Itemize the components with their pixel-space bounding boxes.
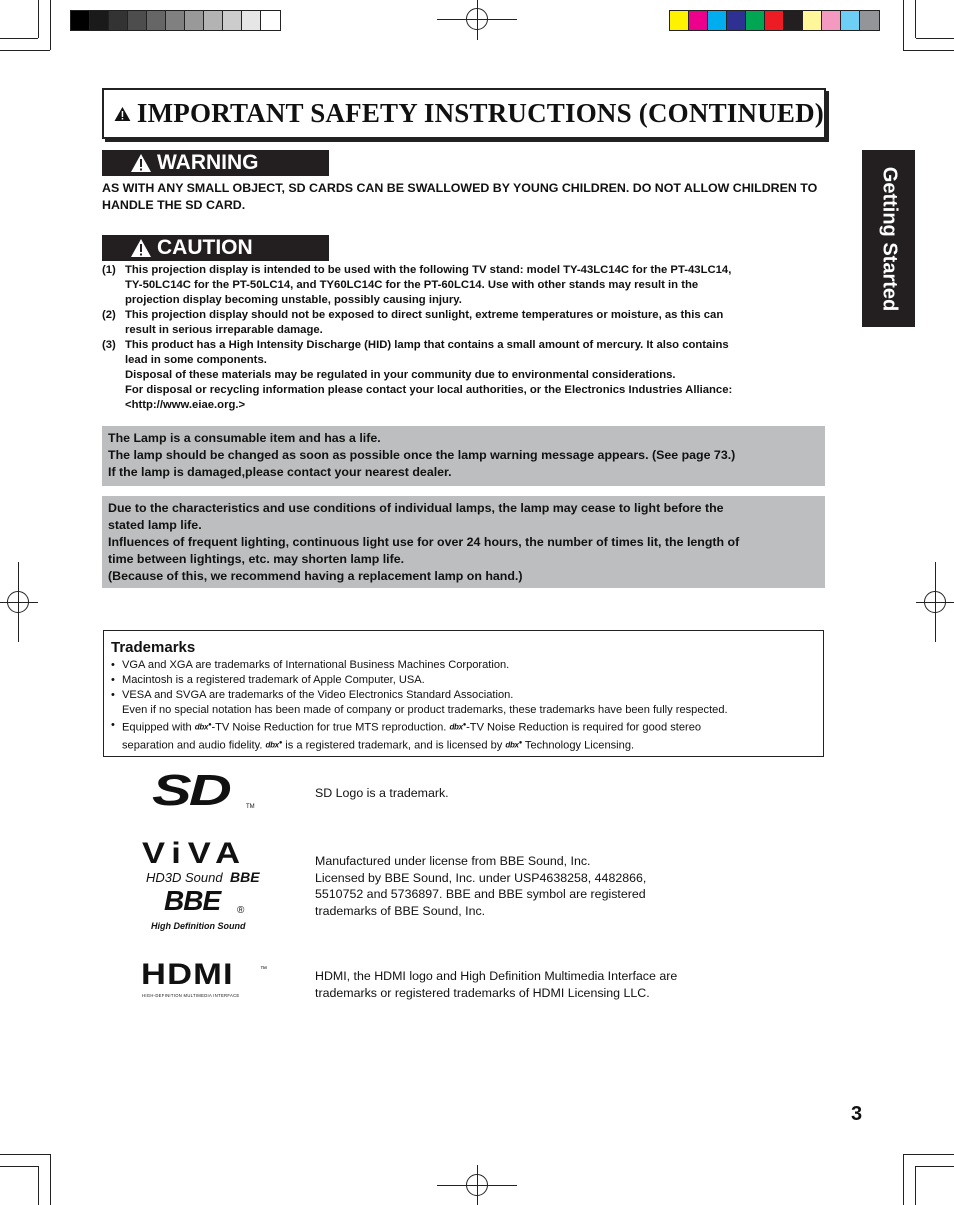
calibration-swatch — [261, 11, 280, 30]
caution-label: CAUTION — [157, 236, 253, 259]
warning-triangle-icon — [130, 238, 152, 258]
sd-logo: SD TM — [152, 766, 255, 815]
calibration-swatch — [841, 11, 860, 30]
calibration-swatch — [204, 11, 223, 30]
warning-label: WARNING — [157, 151, 259, 174]
calibration-swatch — [128, 11, 147, 30]
caution-item: (3) This product has a High Intensity Discharge (HID) lamp that contains a small amount of mercury. It also contains lead in some components. Disposal of these materials may be regulated in your community due to environmental considerations. For disposal or recycling information please contact your local authorities, or the Electronics Industries Alliance: <http://www.eiae.org.> — [102, 339, 733, 411]
calibration-swatch — [670, 11, 689, 30]
calibration-swatch — [109, 11, 128, 30]
sd-caption: SD Logo is a trademark. — [315, 786, 449, 800]
page-title: IMPORTANT SAFETY INSTRUCTIONS (CONTINUED) — [136, 98, 824, 128]
section-tab-label: Getting Started — [878, 166, 900, 311]
calibration-swatch — [185, 11, 204, 30]
dbx-logo: dbx● — [265, 739, 283, 750]
page-number: 3 — [851, 1103, 863, 1125]
trademarks-title: Trademarks — [111, 639, 196, 656]
calibration-swatch — [822, 11, 841, 30]
calibration-swatch — [689, 11, 708, 30]
calibration-swatch — [708, 11, 727, 30]
calibration-swatch — [90, 11, 109, 30]
color-calibration-bar — [669, 10, 880, 31]
calibration-swatch — [166, 11, 185, 30]
viva-caption: Manufactured under license from BBE Sound, Inc. Licensed by BBE Sound, Inc. under USP4638258, 4482866, 5510752 and 5736897. BBE and BBE symbol are registered trademarks of BBE Sound, Inc. — [315, 854, 647, 918]
warning-banner — [102, 150, 329, 176]
hdmi-logo: HDMI ™ HIGH-DEFINITION MULTIMEDIA INTERFACE — [141, 958, 267, 998]
list-item: • Equipped with dbx●-TV Noise Reduction for true MTS reproduction. dbx●-TV Noise Reduction is required for good stereo separation and audio fidelity. dbx● is a registered trademark, and is licensed by dbx● Technology Licensing. — [111, 719, 702, 752]
section-tab — [862, 150, 915, 327]
list-item: • VESA and SVGA are trademarks of the Video Electronics Standard Association. Even if no special notation has been made of company or product trademarks, these trademarks have been fully respected. — [111, 689, 728, 716]
calibration-swatch — [147, 11, 166, 30]
list-item: • VGA and XGA are trademarks of International Business Machines Corporation. — [111, 659, 510, 671]
calibration-swatch — [803, 11, 822, 30]
warning-triangle-icon — [114, 99, 131, 129]
trademarks-box — [103, 630, 824, 757]
caution-item: (1) This projection display is intended to be used with the following TV stand: model TY-43LC14C for the PT-43LC14, TY-50LC14C for the PT-50LC14, and TY60LC14C for the PT-60LC14. Use with other stands may result in the projection display becoming unstable, possibly causing injury. — [102, 264, 732, 306]
calibration-swatch — [223, 11, 242, 30]
list-item: • Macintosh is a registered trademark of Apple Computer, USA. — [111, 674, 425, 686]
calibration-swatch — [71, 11, 90, 30]
lamp-life-notice-box: Due to the characteristics and use conditions of individual lamps, the lamp may cease to light before the stated lamp life. Influences of frequent lighting, continuous light use for over 24 hours, the number of times lit, the length of time between lightings, etc. may shorten lamp life. (Because of this, we recommend having a replacement lamp on hand.) — [102, 496, 825, 588]
trademarks-list — [111, 658, 816, 753]
warning-triangle-icon — [130, 153, 152, 173]
lamp-notice-box: The Lamp is a consumable item and has a life. The lamp should be changed as soon as possible once the lamp warning message appears. (See page 73.) If the lamp is damaged,please contact your nearest dealer. — [102, 426, 825, 486]
viva-bbe-logo: ViVA HD3D Sound BBE BBE ® High Definition Sound — [142, 837, 260, 931]
calibration-swatch — [784, 11, 803, 30]
calibration-swatch — [242, 11, 261, 30]
hdmi-caption: HDMI, the HDMI logo and High Definition Multimedia Interface are trademarks or registered trademarks of HDMI Licensing LLC. — [315, 969, 678, 1000]
page-title-box — [102, 88, 826, 139]
caution-banner — [102, 235, 329, 261]
grayscale-calibration-bar — [70, 10, 281, 31]
calibration-swatch — [727, 11, 746, 30]
caution-list — [102, 263, 824, 413]
warning-text: AS WITH ANY SMALL OBJECT, SD CARDS CAN BE SWALLOWED BY YOUNG CHILDREN. DO NOT ALLOW CHILDREN TO HANDLE THE SD CARD. — [102, 181, 818, 212]
dbx-logo: dbx● — [194, 722, 212, 732]
calibration-swatch — [765, 11, 784, 30]
dbx-logo: dbx● — [505, 739, 523, 750]
calibration-swatch — [746, 11, 765, 30]
dbx-logo: dbx● — [449, 722, 467, 732]
caution-item: (2) This projection display should not be exposed to direct sunlight, extreme temperatures or moisture, as this can result in serious irreparable damage. — [102, 309, 724, 336]
calibration-swatch — [860, 11, 879, 30]
